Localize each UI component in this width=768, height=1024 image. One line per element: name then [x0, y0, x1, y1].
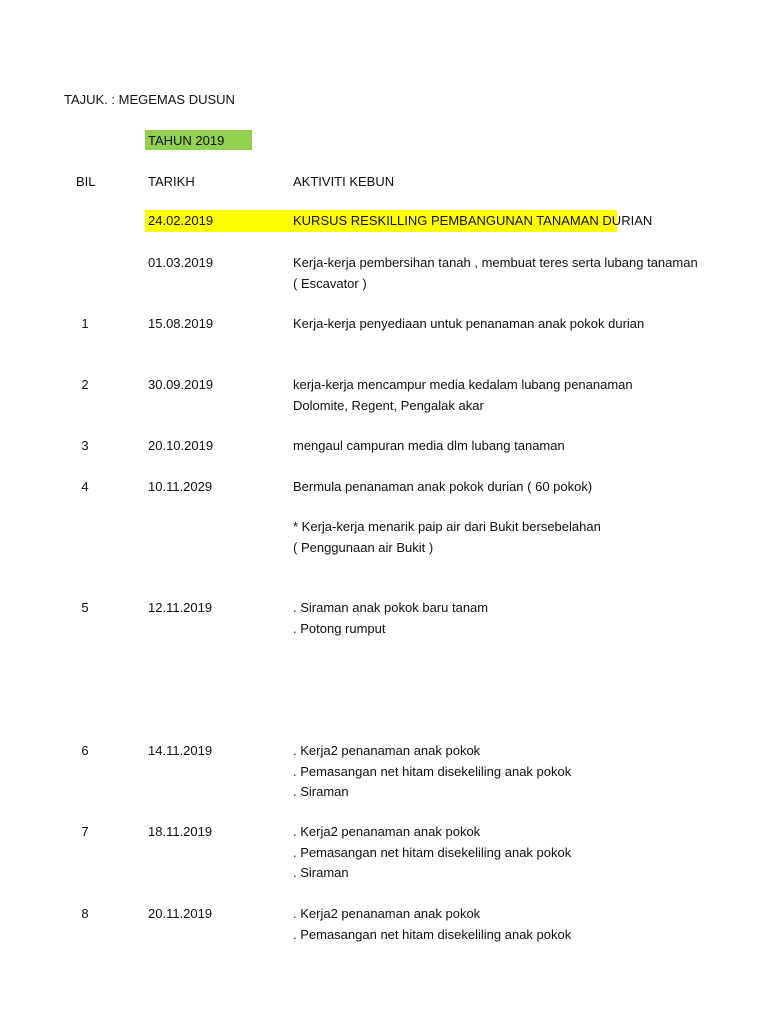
activity-line: KURSUS RESKILLING PEMBANGUNAN TANAMAN DURIAN	[293, 213, 653, 228]
row-activity	[293, 904, 617, 945]
year-label: TAHUN 2019	[148, 133, 225, 148]
activity-line: kerja-kerja mencampur media kedalam lubang penanaman	[293, 377, 633, 392]
row-date: 18.11.2019	[148, 824, 213, 839]
row-date: 01.03.2019	[148, 255, 214, 270]
row-activity	[293, 314, 645, 335]
row-activity	[293, 517, 617, 558]
document-title: TAJUK. : MEGEMAS DUSUN	[64, 92, 235, 107]
activity-line: Dolomite, Regent, Pengalak akar	[293, 397, 484, 413]
activity-line: ( Escavator )	[293, 275, 367, 291]
row-activity	[293, 741, 617, 803]
row-date: 20.11.2019	[148, 906, 213, 921]
header-bil: BIL	[76, 174, 96, 189]
row-activity	[293, 477, 617, 498]
row-bil: 8	[81, 906, 89, 921]
activity-line: . Siraman	[293, 865, 349, 880]
activity-line: . Siraman	[293, 784, 349, 799]
row-activity	[293, 375, 633, 416]
row-bil: 2	[81, 377, 89, 392]
row-date: 30.09.2019	[148, 377, 214, 392]
row-date: 14.11.2019	[148, 743, 213, 758]
activity-line: ( Penggunaan air Bukit )	[293, 539, 434, 555]
activity-line: * Kerja-kerja menarik paip air dari Bukit bersebelahan	[293, 519, 601, 534]
activity-line: . Kerja2 penanaman anak pokok	[293, 906, 481, 921]
row-date: 10.11.2029	[148, 479, 213, 494]
activity-line: . Kerja2 penanaman anak pokok	[293, 743, 481, 758]
row-bil: 1	[81, 316, 89, 331]
activity-line: . Pemasangan net hitam disekeliling anak pokok	[293, 926, 572, 942]
row-bil: 3	[81, 438, 89, 453]
activity-line: . Pemasangan net hitam disekeliling anak pokok	[293, 844, 572, 860]
row-bil: 5	[81, 600, 89, 615]
activity-line: mengaul campuran media dlm lubang tanaman	[293, 438, 565, 453]
row-activity	[293, 253, 698, 294]
row-date: 12.11.2019	[148, 600, 213, 615]
activity-line: . Siraman anak pokok baru tanam	[293, 600, 489, 615]
activity-line: Bermula penanaman anak pokok durian ( 60 pokok)	[293, 479, 593, 494]
row-activity	[293, 598, 617, 639]
row-date: 15.08.2019	[148, 316, 214, 331]
row-date: 20.10.2019	[148, 438, 214, 453]
row-activity	[293, 436, 617, 457]
activity-line: . Kerja2 penanaman anak pokok	[293, 824, 481, 839]
activity-line: . Pemasangan net hitam disekeliling anak pokok	[293, 763, 572, 779]
row-bil: 7	[81, 824, 89, 839]
activity-line: Kerja-kerja penyediaan untuk penanaman anak pokok durian	[293, 316, 645, 331]
activity-line: Kerja-kerja pembersihan tanah , membuat teres serta lubang tanaman	[293, 255, 698, 270]
row-activity	[293, 211, 653, 232]
row-bil: 4	[81, 479, 89, 494]
header-tarikh: TARIKH	[148, 174, 195, 189]
activity-line: . Potong rumput	[293, 620, 386, 636]
header-aktiviti: AKTIVITI KEBUN	[293, 174, 395, 189]
row-activity	[293, 822, 617, 884]
row-bil: 6	[81, 743, 89, 758]
row-date: 24.02.2019	[148, 213, 214, 228]
